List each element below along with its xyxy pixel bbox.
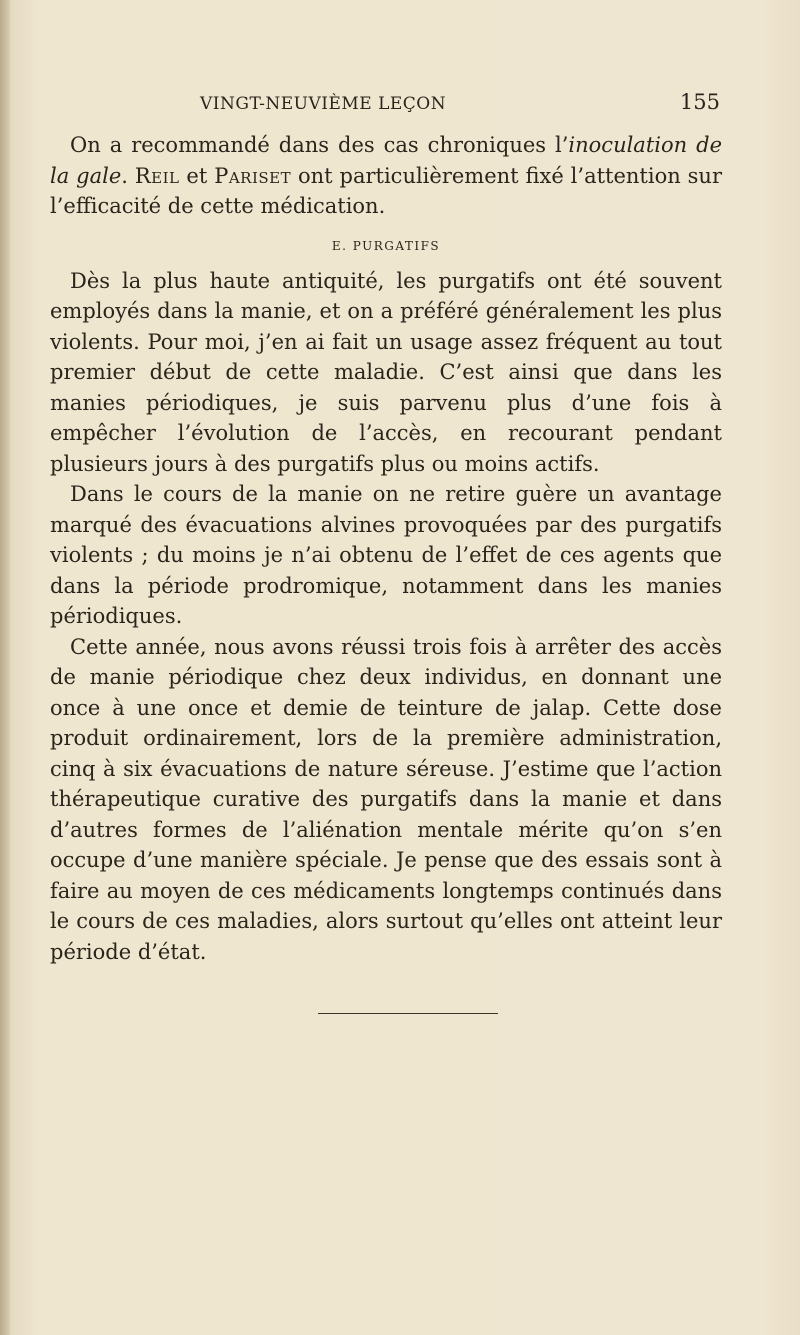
paragraph-1: Dès la plus haute antiquité, les purgatifs ont été souvent employés dans la manie, et on a préféré généralement les plus violents. Pour moi, j’en ai fait un usage assez fréquent au tout premier début de cette maladie. C’est ainsi que dans les manies périodiques, je suis parvenu plus d’une fois à empêcher l’évolution de l’accès, en recourant pendant plusieurs jours à des purgatifs plus ou moins actifs. <box>50 268 722 476</box>
intro-italic-term: inoculation de la gale <box>50 133 722 188</box>
intro-text-c: et <box>179 163 215 188</box>
author-name-reil: Reil <box>134 163 180 188</box>
body-text <box>50 130 722 967</box>
intro-text-b: . <box>121 163 135 188</box>
page-binding-edge <box>0 0 10 1335</box>
intro-text-a: On a recommandé dans des cas chroniques l’ <box>70 133 569 157</box>
page-number: 155 <box>679 90 720 114</box>
running-head: VINGT-NEUVIÈME LEÇON <box>200 94 447 114</box>
section-heading: E. PURGATIFS <box>331 238 441 253</box>
paragraph-3: Cette année, nous avons réussi trois fois à arrêter des accès de manie périodique chez deux individus, en donnant une once à une once et demie de teinture de jalap. Cette dose produit ordinairement, lors de la première administration, cinq à six évacuations de nature séreuse. J’estime que l’action thérapeutique curative des purgatifs dans la manie et dans d’autres formes de l’aliénation mentale mérite qu’on s’en occupe d’une manière spéciale. Je pense que des essais sont à faire au moyen de ces médicaments longtemps continués dans le cours de ces maladies, alors surtout qu’elles ont atteint leur période d’état. <box>50 634 722 964</box>
end-rule-divider <box>318 1013 498 1014</box>
author-name-pariset: Pariset <box>214 163 292 188</box>
paragraph-2: Dans le cours de la manie on ne retire guère un avantage marqué des évacuations alvines provoquées par des purgatifs violents ; du moins je n’ai obtenu de l’effet de ces agents que dans la période prodromique, notamment dans les manies périodiques. <box>50 482 722 628</box>
paragraph-intro <box>50 130 722 222</box>
page-header <box>200 90 720 130</box>
intro-text-d: ont particulièrement fixé l’attention sur l’efficacité de cette médication. <box>50 163 722 218</box>
